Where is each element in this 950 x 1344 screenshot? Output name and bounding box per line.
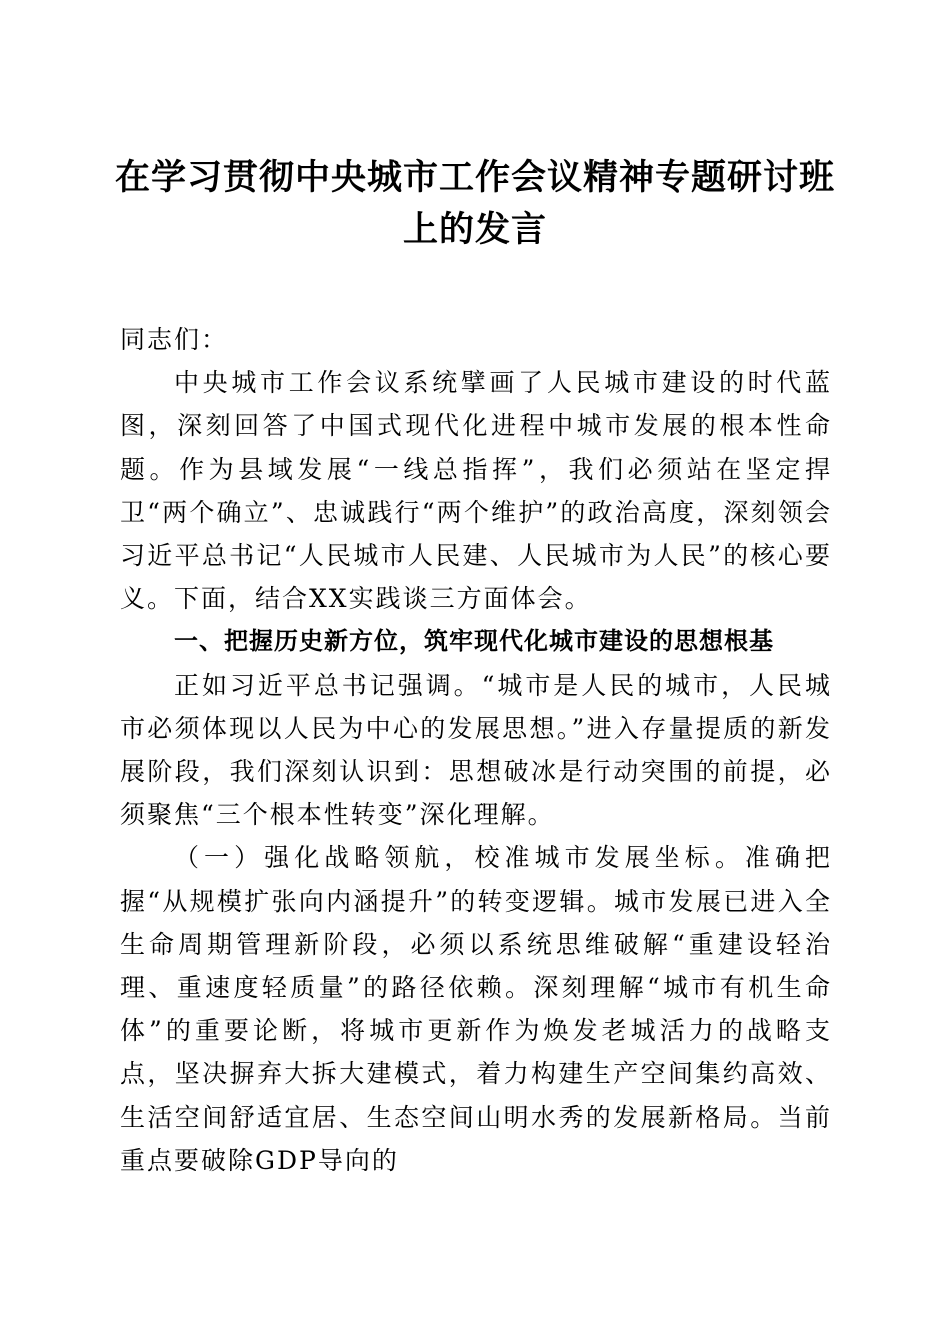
salutation: 同志们：: [120, 325, 229, 354]
subsection-paragraph: （一）强化战略领航，校准城市发展坐标。准确把握“从规模扩张向内涵提升”的转变逻辑。城市发展已进入全生命周期管理新阶段，必须以系统思维破解“重建设轻治理、重速度轻质量”的路径依赖。深刻理解“城市有机生命体”的重要论断，将城市更新作为焕发老城活力的战略支点，坚决摒弃大拆大建模式，着力构建生产空间集约高效、生活空间舒适宜居、生态空间山明水秀的发展新格局。当前重点要破除GDP导向的: [120, 843, 832, 1175]
section-heading: 一、把握历史新方位，筑牢现代化城市建设的思想根基: [174, 627, 774, 656]
title-line-1: 在学习贯彻中央城市工作会议精神专题研讨班: [114, 158, 835, 198]
intro-paragraph: 中央城市工作会议系统擘画了人民城市建设的时代蓝图，深刻回答了中国式现代化进程中城市发展的根本性命题。作为县域发展“一线总指挥”，我们必须站在坚定捍卫“两个确立”、忠诚践行“两个维护”的政治高度，深刻领会习近平总书记“人民城市人民建、人民城市为人民”的核心要义。下面，结合XX实践谈三方面体会。: [120, 368, 832, 614]
section-paragraph: 正如习近平总书记强调。“城市是人民的城市，人民城市必须体现以人民为中心的发展思想。”进入存量提质的新发展阶段，我们深刻认识到：思想破冰是行动突围的前提，必须聚焦“三个根本性转变”深化理解。: [120, 670, 832, 830]
document-body: [120, 318, 832, 1182]
document-title: [110, 152, 840, 256]
title-line-2: 上的发言: [402, 210, 547, 250]
